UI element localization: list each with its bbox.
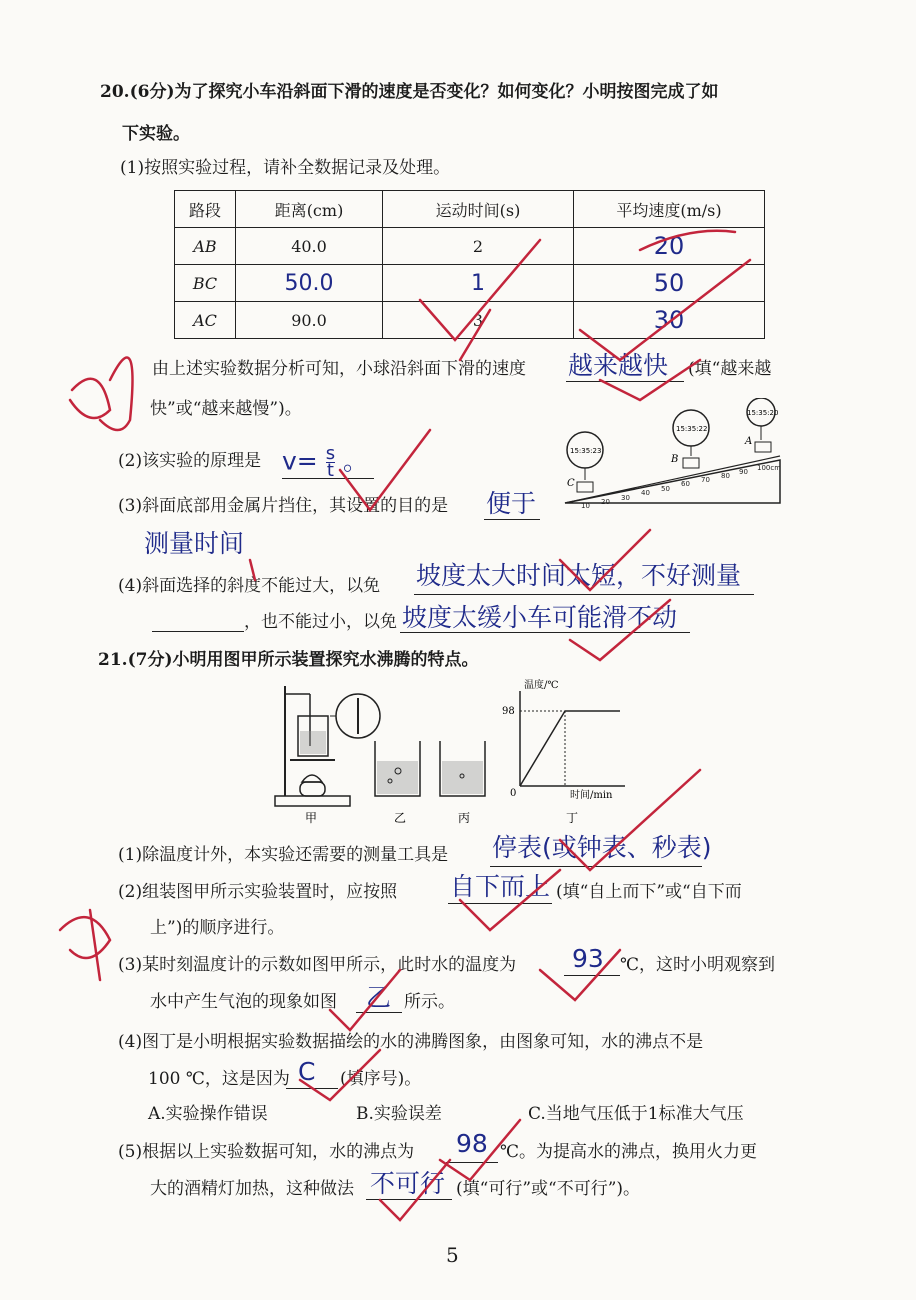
q21-part4-b: 100 ℃，这是因为 xyxy=(148,1069,290,1089)
q21-option-a: A.实验操作错误 xyxy=(148,1104,268,1124)
cell-seg: AB xyxy=(175,228,236,265)
point-c: C xyxy=(567,478,575,489)
point-b: B xyxy=(671,454,679,465)
cell-dist: 40.0 xyxy=(236,228,383,265)
q21-part3-b: ℃，这时小明观察到 xyxy=(620,955,776,975)
page-number: 5 xyxy=(446,1243,459,1267)
q20-part3-answer-1: 便于 xyxy=(486,489,537,518)
tick-label: 80 xyxy=(721,472,730,480)
graph-y98: 98 xyxy=(502,706,515,717)
q20-part3: (3)斜面底部用金属片挡住，其设置的目的是 xyxy=(118,496,449,516)
tick-label: 10 xyxy=(581,502,590,510)
q21-part1: (1)除温度计外，本实验还需要的测量工具是 xyxy=(118,845,449,865)
q20-part4-a: (4)斜面选择的斜度不能过大，以免 xyxy=(118,576,381,596)
cell-time: 3 xyxy=(383,302,574,339)
q21-part5-a: (5)根据以上实验数据可知，水的沸点为 xyxy=(118,1142,415,1162)
q21-part5-answer-2: 不可行 xyxy=(370,1169,446,1198)
q21-option-c: C.当地气压低于1标准大气压 xyxy=(528,1104,744,1124)
q21-option-b: B.实验误差 xyxy=(356,1104,442,1124)
q21-part5-d: (填“可行”或“不可行”)。 xyxy=(456,1179,641,1199)
graph-xlabel: 时间/min xyxy=(570,790,613,801)
graph-origin: 0 xyxy=(510,788,517,799)
cell-time-handwritten: 1 xyxy=(383,265,574,302)
q21-part2-answer: 自下而上 xyxy=(450,872,551,901)
q20-part1: (1)按照实验过程，请补全数据记录及处理。 xyxy=(120,158,451,178)
q21-part4-answer: C xyxy=(298,1057,316,1086)
q21-part4-c: (填序号)。 xyxy=(340,1069,422,1089)
q20-part4-b: ，也不能过小，以免 xyxy=(244,612,397,632)
q20-title-cont: 下实验。 xyxy=(122,124,190,144)
fig-label-bing: 丙 xyxy=(458,811,471,825)
cell-speed-handwritten: 30 xyxy=(574,302,765,339)
fig-label-ding: 丁 xyxy=(566,811,579,825)
cell-speed-handwritten: 50 xyxy=(574,265,765,302)
q20-analysis-b: (填“越来越 xyxy=(688,359,772,379)
cell-seg: AC xyxy=(175,302,236,339)
tick-label: 60 xyxy=(681,480,690,488)
q21-part2-c: 上”)的顺序进行。 xyxy=(150,918,285,938)
q21-part3-d: 所示。 xyxy=(404,992,455,1012)
tick-label: 30 xyxy=(621,494,630,502)
q21-part3-c: 水中产生气泡的现象如图 xyxy=(150,992,337,1012)
q21-part3-a: (3)某时刻温度计的示数如图甲所示，此时水的温度为 xyxy=(118,955,517,975)
fig-label-jia: 甲 xyxy=(305,811,318,825)
q20-analysis-c: 快”或“越来越慢”)。 xyxy=(150,399,302,419)
header-speed: 平均速度(m/s) xyxy=(574,191,765,228)
tick-label: 90 xyxy=(739,468,748,476)
grading-marks-q21 xyxy=(0,680,916,1240)
cell-dist: 90.0 xyxy=(236,302,383,339)
tick-label: 50 xyxy=(661,485,670,493)
header-time: 运动时间(s) xyxy=(383,191,574,228)
header-distance: 距离(cm) xyxy=(236,191,383,228)
q21-part2-a: (2)组装图甲所示实验装置时，应按照 xyxy=(118,882,398,902)
q21-part2-b: (填“自上而下”或“自下而 xyxy=(556,882,742,902)
tick-label: 20 xyxy=(601,498,610,506)
clock-c: 15:35:23 xyxy=(570,447,602,455)
q20-analysis-a: 由上述实验数据分析可知，小球沿斜面下滑的速度 xyxy=(152,359,526,379)
tick-label: 40 xyxy=(641,489,650,497)
q20-part3-answer-2: 测量时间 xyxy=(144,529,245,558)
q21-part5-answer: 98 xyxy=(456,1129,488,1158)
q21-part3-answer: 93 xyxy=(572,944,604,973)
graph-ylabel: 温度/℃ xyxy=(524,680,559,691)
q21-title: 21.(7分)小明用图甲所示装置探究水沸腾的特点。 xyxy=(98,650,479,670)
q21-part5-b: ℃。为提高水的沸点，换用火力更 xyxy=(500,1142,758,1162)
tick-label: 100cm xyxy=(757,464,782,472)
fig-label-yi: 乙 xyxy=(394,811,407,825)
q20-analysis-answer: 越来越快 xyxy=(568,351,669,380)
cell-dist-handwritten: 50.0 xyxy=(236,265,383,302)
q20-title: 20.(6分)为了探究小车沿斜面下滑的速度是否变化？如何变化？小明按图完成了如 xyxy=(100,82,719,102)
cell-time: 2 xyxy=(383,228,574,265)
q20-part2-formula: v= $\frac{s}{t}$ 。 xyxy=(282,443,369,481)
header-segment: 路段 xyxy=(175,191,236,228)
cell-seg: BC xyxy=(175,265,236,302)
q20-part2: (2)该实验的原理是 xyxy=(118,451,262,471)
q21-part4-a: (4)图丁是小明根据实验数据描绘的水的沸腾图象，由图象可知，水的沸点不是 xyxy=(118,1032,704,1052)
clock-b: 15:35:22 xyxy=(676,425,708,433)
cell-speed-handwritten: 20 xyxy=(574,228,765,265)
point-a: A xyxy=(745,436,753,447)
q20-part4-answer-2: 坡度太缓小车可能滑不动 xyxy=(402,603,678,632)
q21-part3-answer-2: 乙 xyxy=(366,983,392,1012)
q21-part1-answer: 停表(或钟表、秒表) xyxy=(492,833,712,862)
tick-label: 70 xyxy=(701,476,710,484)
q20-part4-answer-1: 坡度太大时间太短，不好测量 xyxy=(416,561,742,590)
clock-a: 15:35:20 xyxy=(747,409,779,417)
q21-part5-c: 大的酒精灯加热，这种做法 xyxy=(150,1179,354,1199)
